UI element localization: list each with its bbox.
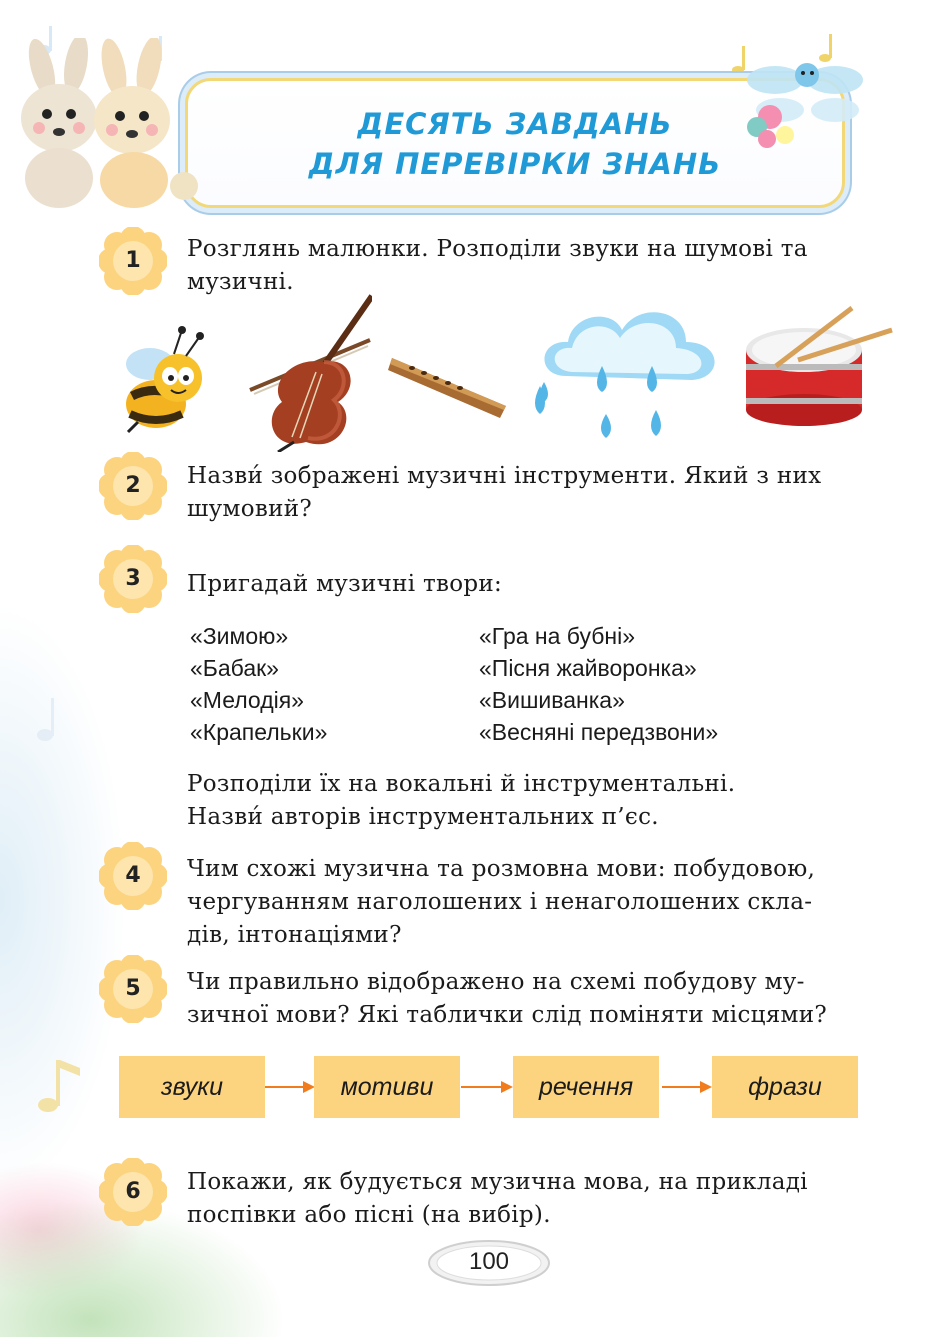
cello-image xyxy=(242,292,372,452)
task-number: 2 xyxy=(125,473,141,498)
arrow-right-icon xyxy=(461,1080,513,1094)
task-number-4 xyxy=(99,842,167,910)
task-line: Чи правильно відображено на схемі побудову му- xyxy=(187,969,805,995)
music-note-icon xyxy=(30,690,80,750)
drum-image xyxy=(740,306,896,430)
song-title: «Пісня жайворонка» xyxy=(479,655,697,681)
task-line: Чим схожі музична та розмовна мови: побудовою, xyxy=(187,856,816,882)
bee-image xyxy=(116,322,216,434)
songs-left-column xyxy=(190,620,327,748)
task-line: Розглянь малюнки. Розподіли звуки на шумові та xyxy=(187,236,808,262)
task-number: 6 xyxy=(125,1179,141,1204)
task-number: 4 xyxy=(125,863,141,888)
task-line: чергуванням наголошених і ненаголошених скла- xyxy=(187,889,813,915)
task-text-1 xyxy=(187,233,877,299)
task-line: музичні. xyxy=(187,269,294,295)
task-line: Пригадай музичні твори: xyxy=(187,571,503,597)
task-number-2 xyxy=(99,452,167,520)
task-number-3 xyxy=(99,545,167,613)
song-title: «Мелодія» xyxy=(190,687,304,713)
scheme-box-sentences: речення xyxy=(513,1056,659,1118)
songs-right-column xyxy=(479,620,718,748)
task-text-3 xyxy=(187,568,877,601)
arrow-right-icon xyxy=(265,1080,315,1094)
title-line-2: ДЛЯ ПЕРЕВІРКИ ЗНАНЬ xyxy=(308,147,722,181)
task-3-followup xyxy=(187,768,877,834)
arrow-right-icon xyxy=(662,1080,712,1094)
task-text-4 xyxy=(187,853,877,952)
task-number-5 xyxy=(99,955,167,1023)
task-line: Назви́ зображені музичні інструменти. Який з них xyxy=(187,463,822,489)
task-line: Назви́ авторів інструментальних п’єс. xyxy=(187,804,659,830)
scheme-box-sounds: звуки xyxy=(119,1056,265,1118)
task-number: 5 xyxy=(125,976,141,1001)
song-title: «Бабак» xyxy=(190,655,279,681)
page-number-badge xyxy=(425,1238,553,1288)
task-line: Покажи, як будується музична мова, на прикладі xyxy=(187,1169,808,1195)
scheme-box-phrases: фрази xyxy=(712,1056,858,1118)
song-title: «Вишиванка» xyxy=(479,687,625,713)
task-number-1 xyxy=(99,227,167,295)
flute-image xyxy=(388,348,510,422)
bunnies-illustration xyxy=(14,38,204,208)
scheme-box-motifs: мотиви xyxy=(314,1056,460,1118)
task-text-2 xyxy=(187,460,877,526)
task-text-6 xyxy=(187,1166,877,1232)
dragonfly-illustration xyxy=(735,55,865,155)
song-title: «Гра на бубні» xyxy=(479,623,636,649)
task-line: зичної мови? Які таблички слід поміняти місцями? xyxy=(187,1002,827,1028)
title-line-1: ДЕСЯТЬ ЗАВДАНЬ xyxy=(357,107,673,141)
task-line: Розподіли їх на вокальні й інструментальні. xyxy=(187,771,736,797)
task-number: 3 xyxy=(125,566,141,591)
task-line: поспівки або пісні (на вибір). xyxy=(187,1202,551,1228)
song-title: «Зимою» xyxy=(190,623,289,649)
task-number: 1 xyxy=(125,248,141,273)
task-line: шумовий? xyxy=(187,496,312,522)
song-title: «Крапельки» xyxy=(190,719,328,745)
song-title: «Весняні передзвони» xyxy=(479,719,719,745)
music-note-icon xyxy=(30,1050,90,1120)
task-line: дів, інтонаціями? xyxy=(187,922,402,948)
page-number: 100 xyxy=(468,1248,510,1275)
task-number-6 xyxy=(99,1158,167,1226)
task-text-5 xyxy=(187,966,877,1032)
rain-cloud-image xyxy=(526,296,722,448)
